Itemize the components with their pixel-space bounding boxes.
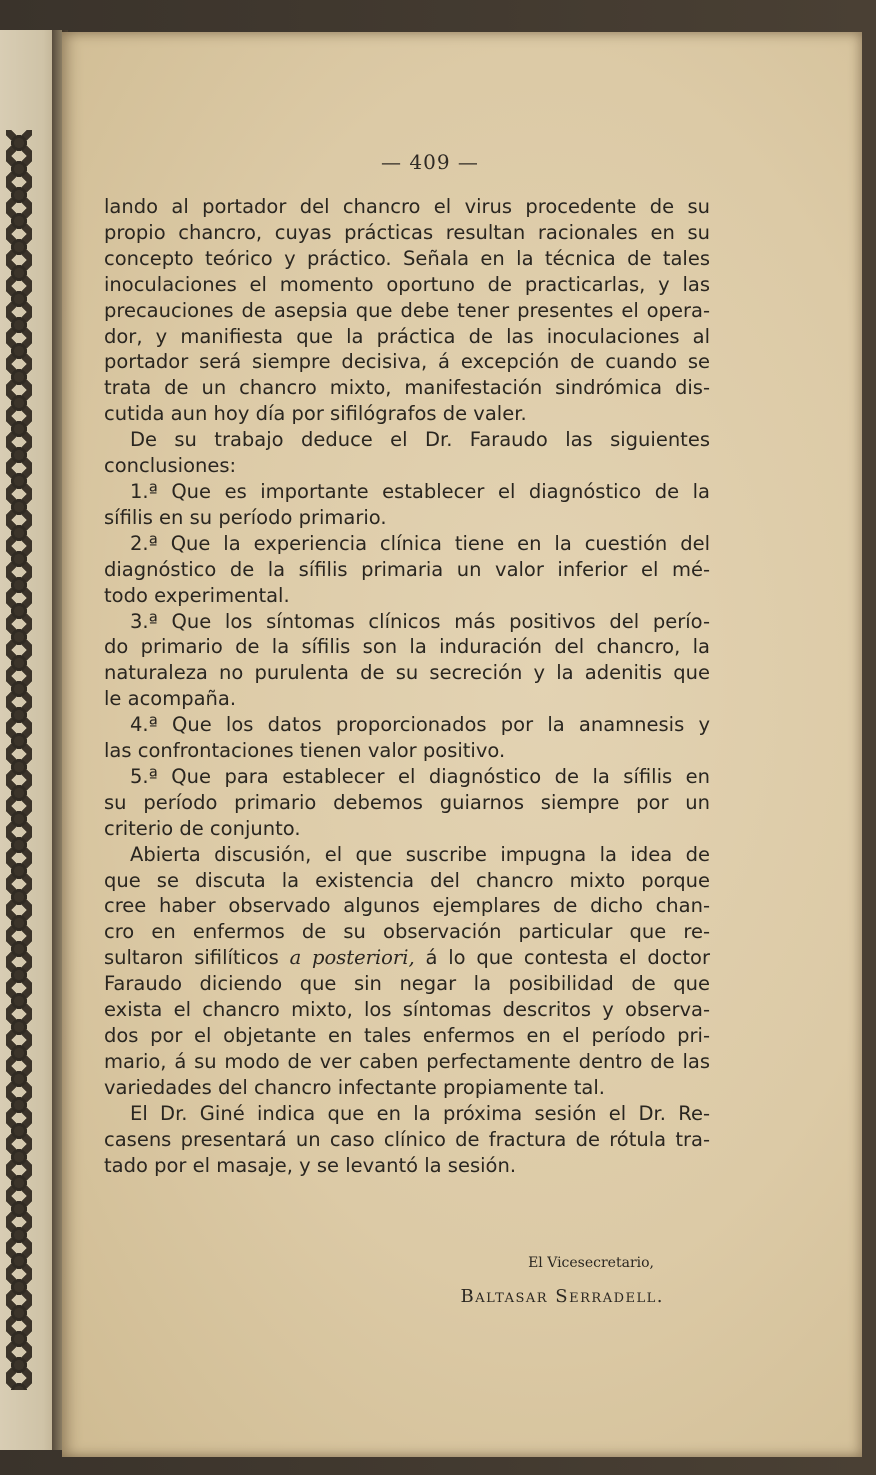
conclusion-line: 1.ª Que es importante establecer el diagnóstico de la (130, 479, 710, 503)
decorative-border (6, 130, 32, 1390)
text-line: conclusiones: (104, 454, 237, 478)
conclusion-line: 2.ª Que la experiencia clínica tiene en la cuestión del (130, 531, 710, 555)
body-text (104, 194, 710, 1178)
text-line: De su trabajo deduce el Dr. Faraudo las siguientes (130, 428, 710, 452)
text-line: trata de un chancro mixto, manifestación sindrómica dis- (104, 376, 710, 400)
text-line: tado por el masaje, y se levantó la sesión. (104, 1153, 517, 1177)
text-line: precauciones de asepsia que debe tener presentes el opera- (104, 298, 710, 322)
text-line: cutida aun hoy día por sifilógrafos de valer. (104, 402, 527, 426)
text-line: dos por el objetante en tales enfermos en el período pri- (104, 1024, 710, 1047)
conclusion-line: 4.ª Que los datos proporcionados por la anamnesis y (130, 713, 710, 737)
text-line: El Dr. Giné indica que en la próxima sesión el Dr. Re- (130, 1101, 710, 1125)
text-line: cree haber observado algunos ejemplares de dicho chan- (104, 894, 710, 918)
conclusion-line: le acompaña. (104, 687, 237, 711)
text-line: portador será siempre decisiva, á excepción de cuando se (104, 350, 710, 374)
conclusion-line: su período primario debemos guiarnos siempre por un (104, 790, 710, 814)
conclusion-line: naturaleza no purulenta de su secreción y la adenitis que (104, 661, 710, 685)
signature-name: Baltasar Serradell. (460, 1286, 664, 1307)
page-number: — 409 — (381, 150, 479, 174)
signature-block (104, 1252, 710, 1307)
text-line: Abierta discusión, el que suscribe impugna la idea de (130, 842, 710, 866)
conclusion-line: do primario de la sífilis son la induración del chancro, la (104, 635, 710, 659)
text-line: Faraudo diciendo que sin negar la posibilidad de que (104, 972, 710, 996)
text-line: inoculaciones el momento oportuno de practicarlas, y las (104, 272, 710, 296)
text-line: propio chancro, cuyas prácticas resultan racionales en su (104, 220, 710, 244)
text-line: mario, á su modo de ver caben perfectamente dentro de las (104, 1049, 710, 1073)
text-line: exista el chancro mixto, los síntomas descritos y observa- (104, 998, 710, 1022)
text-line: lando al portador del chancro el virus procedente de su (104, 195, 710, 218)
conclusion-line: todo experimental. (104, 583, 290, 607)
text-line: dor, y manifiesta que la práctica de las inoculaciones al (104, 324, 710, 348)
conclusion-line: las confrontaciones tienen valor positivo. (104, 739, 506, 763)
text-line-mixed (104, 945, 710, 971)
conclusion-line: sífilis en su período primario. (104, 505, 387, 529)
text-span: sultaron sifilíticos (104, 946, 290, 970)
conclusion-line: 3.ª Que los síntomas clínicos más positivos del perío- (130, 609, 710, 633)
conclusion-line: 5.ª Que para establecer el diagnóstico de la sífilis en (130, 764, 710, 788)
text-line: casens presentará un caso clínico de fractura de rótula tra- (104, 1127, 710, 1151)
text-span: á lo que contesta el doctor (414, 946, 710, 970)
text-line: concepto teórico y práctico. Señala en la técnica de tales (104, 246, 710, 270)
text-line: variedades del chancro infectante propiamente tal. (104, 1075, 606, 1099)
latin-phrase: a posteriori, (289, 946, 415, 970)
signature-role: El Vicesecretario, (528, 1255, 654, 1271)
book-page (62, 32, 862, 1457)
conclusion-line: diagnóstico de la sífilis primaria un valor inferior el mé- (104, 557, 710, 581)
conclusion-line: criterio de conjunto. (104, 816, 301, 840)
text-line: que se discuta la existencia del chancro mixto porque (104, 868, 710, 892)
text-line: cro en enfermos de su observación particular que re- (104, 920, 710, 944)
